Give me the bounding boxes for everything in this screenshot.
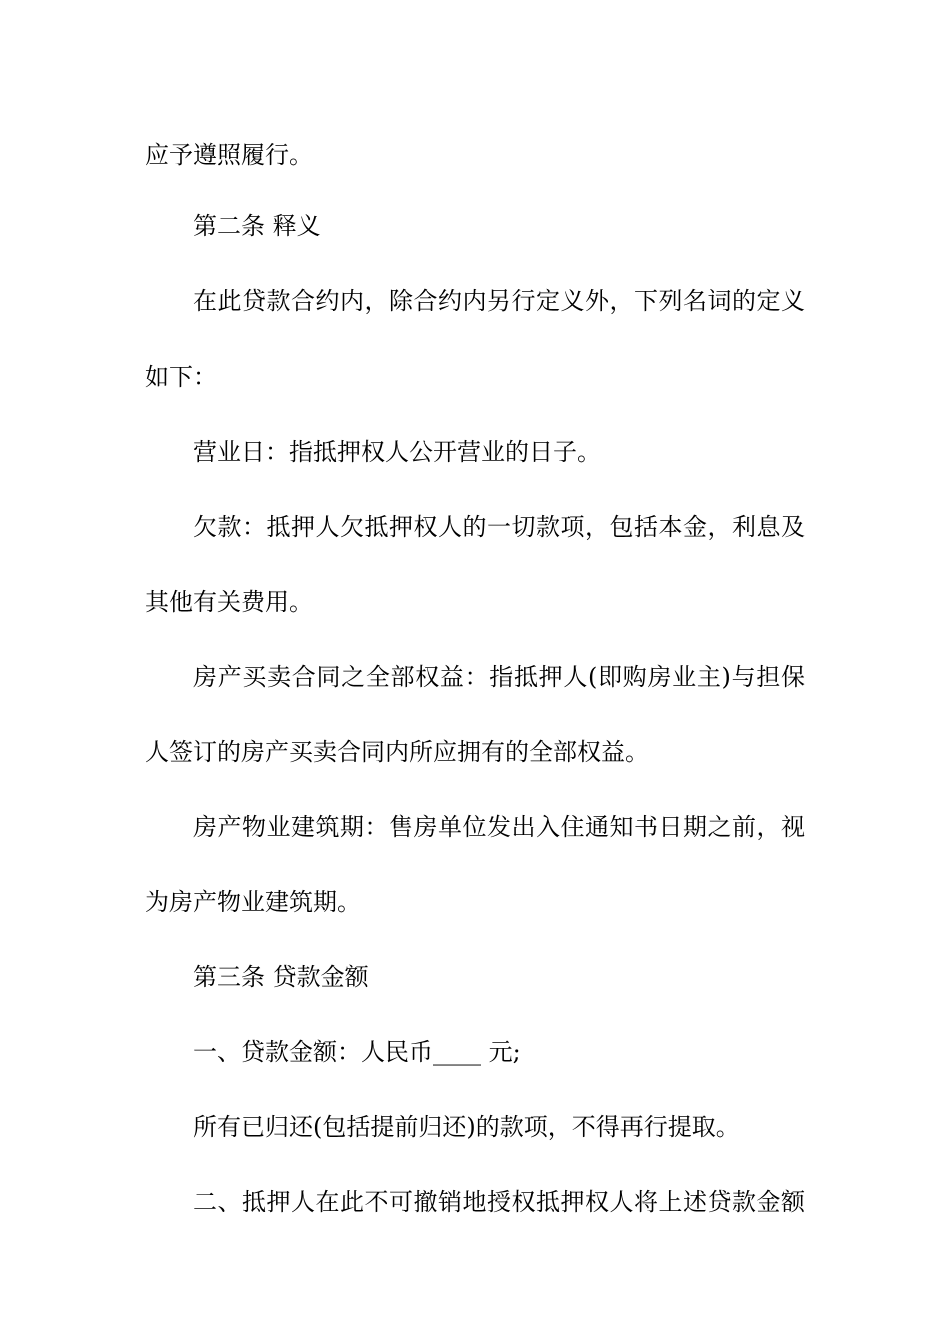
text-line: 一、贷款金额：人民币____ 元; <box>193 1038 521 1066</box>
text-line: 人签订的房产买卖合同内所应拥有的全部权益。 <box>145 738 649 766</box>
text-line: 欠款：抵押人欠抵押权人的一切款项，包括本金，利息及 <box>193 513 805 541</box>
text-line: 房产买卖合同之全部权益：指抵押人(即购房业主)与担保 <box>193 663 805 691</box>
text-line: 所有已归还(包括提前归还)的款项，不得再行提取。 <box>193 1113 740 1141</box>
section-heading: 第三条 贷款金额 <box>193 963 369 991</box>
text-line: 二、抵押人在此不可撤销地授权抵押权人将上述贷款金额 <box>193 1188 805 1216</box>
text-line: 在此贷款合约内，除合约内另行定义外，下列名词的定义 <box>193 287 805 315</box>
text-line: 房产物业建筑期：售房单位发出入住通知书日期之前，视 <box>193 813 805 841</box>
section-heading: 第二条 释义 <box>193 212 321 240</box>
text-line: 为房产物业建筑期。 <box>145 888 361 916</box>
text-line: 如下： <box>145 363 217 391</box>
text-line: 其他有关费用。 <box>145 588 313 616</box>
text-line: 应予遵照履行。 <box>145 141 313 169</box>
text-line: 营业日：指抵押权人公开营业的日子。 <box>193 438 601 466</box>
